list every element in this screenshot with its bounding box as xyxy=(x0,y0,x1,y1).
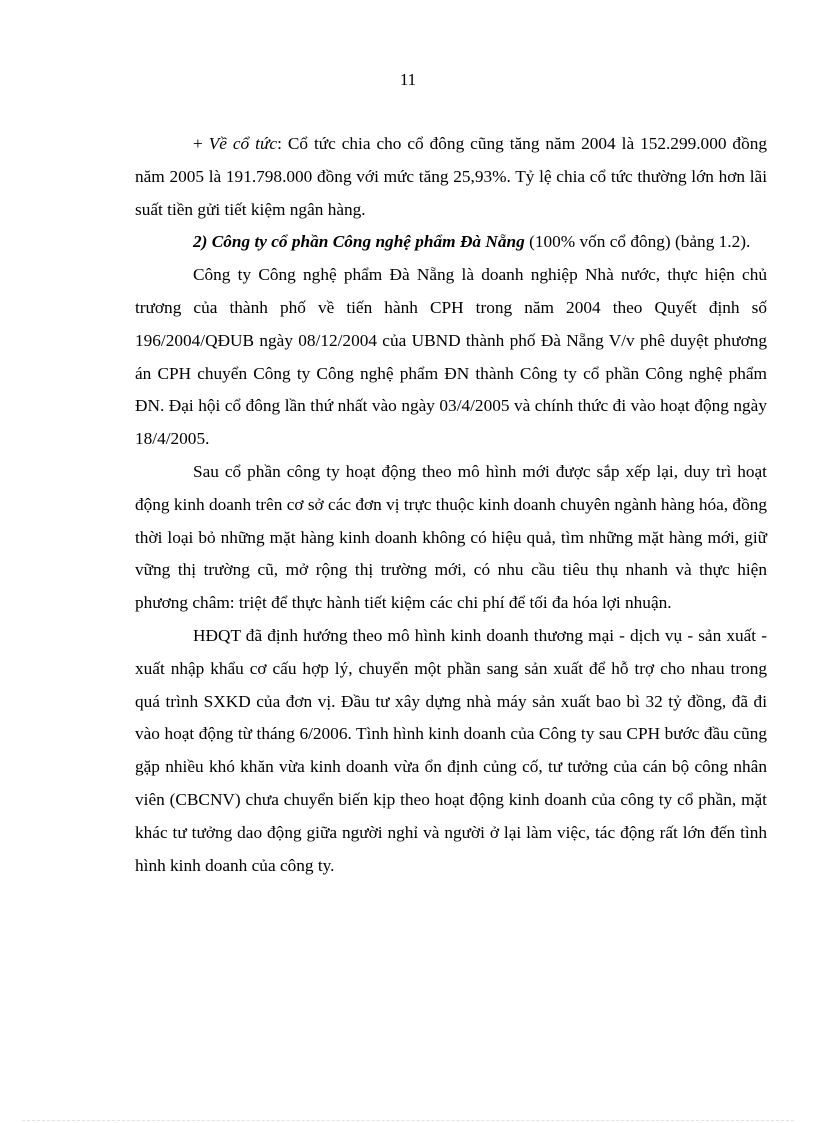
paragraph-company-heading xyxy=(135,226,767,259)
document-body xyxy=(135,128,767,882)
dividends-text: : Cổ tức chia cho cổ đông cũng tăng năm 2004 là 152.299.000 đồng năm 2005 là 191.798.000 đồng với mức tăng 25,93%. Tỷ lệ chia cổ tức thường lớn hơn lãi suất tiền gửi tiết kiệm ngân hàng. xyxy=(135,134,767,219)
company-heading-note: (100% vốn cổ đông) (bảng 1.2). xyxy=(524,232,751,252)
paragraph-equitization: Công ty Công nghệ phẩm Đà Nẵng là doanh nghiệp Nhà nước, thực hiện chủ trương của thành phố về tiến hành CPH trong năm 2004 theo Quyết định số 196/2004/QĐUB ngày 08/12/2004 của UBND thành phố Đà Nẵng V/v phê duyệt phương án CPH chuyển Công ty Công nghệ phẩm ĐN thành Công ty cổ phần Công nghệ phẩm ĐN. Đại hội cổ đông lần thứ nhất vào ngày 03/4/2005 và chính thức đi vào hoạt động ngày 18/4/2005. xyxy=(135,265,767,449)
company-heading: 2) Công ty cổ phần Công nghệ phẩm Đà Nẵng xyxy=(193,232,525,252)
page-number: 11 xyxy=(399,70,417,89)
paragraph-dividends xyxy=(135,128,767,226)
dividends-heading: Về cổ tức xyxy=(208,134,278,153)
paragraph-board-orientation: HĐQT đã định hướng theo mô hình kinh doanh thương mại - dịch vụ - sản xuất - xuất nhập khẩu cơ cấu hợp lý, chuyển một phần sang sản xuất để hỗ trợ cho nhau trong quá trình SXKD của đơn vị. Đầu tư xây dựng nhà máy sản xuất bao bì 32 tỷ đồng, đã đi vào hoạt động từ tháng 6/2006. Tình hình kinh doanh của Công ty sau CPH bước đầu cũng gặp nhiều khó khăn vừa kinh doanh vừa ổn định củng cố, tư tưởng của cán bộ công nhân viên (CBCNV) chưa chuyển biến kịp theo hoạt động kinh doanh của công ty cổ phần, mặt khác tư tưởng dao động giữa người nghỉ và người ở lại làm việc, tác động rất lớn đến tình hình kinh doanh của công ty. xyxy=(135,625,767,875)
page-bottom-divider xyxy=(22,1120,794,1121)
paragraph-operations: Sau cổ phần công ty hoạt động theo mô hình mới được sắp xếp lại, duy trì hoạt động kinh doanh trên cơ sở các đơn vị trực thuộc kinh doanh chuyên ngành hàng hóa, đồng thời loại bỏ những mặt hàng kinh doanh không có hiệu quả, tìm những mặt hàng mới, giữ vững thị trường cũ, mở rộng thị trường mới, có nhu cầu tiêu thụ nhanh và thực hiện phương châm: triệt để thực hành tiết kiệm các chi phí để tối đa hóa lợi nhuận. xyxy=(135,461,767,613)
bullet-plus: + xyxy=(193,134,209,153)
